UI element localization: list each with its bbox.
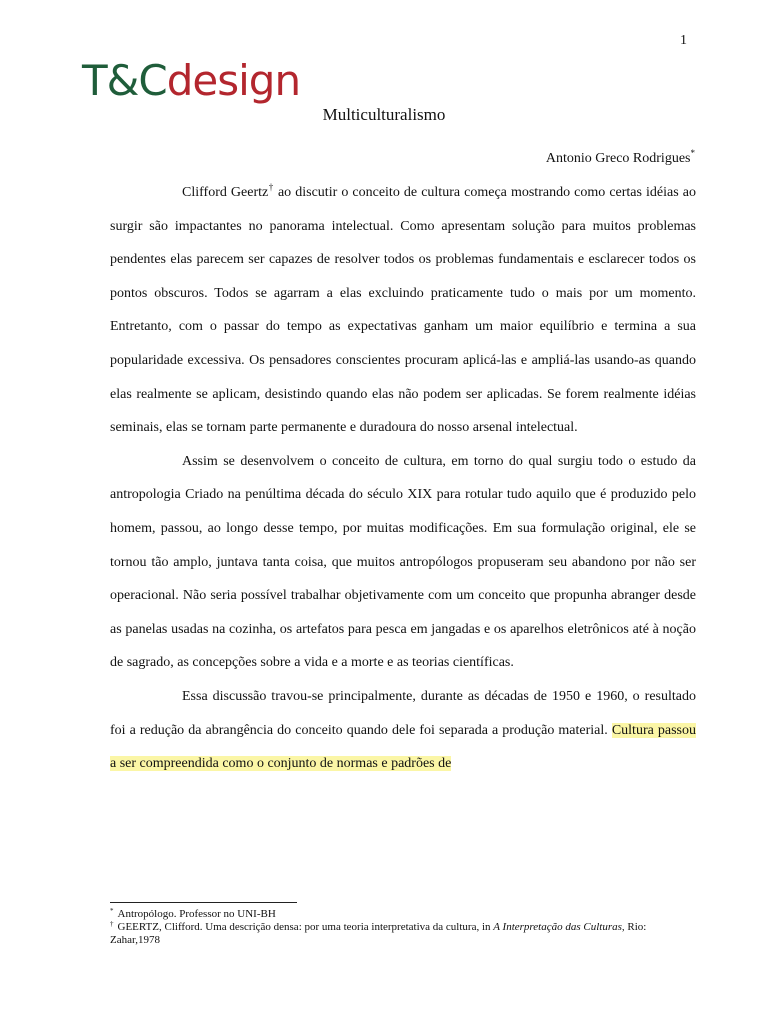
footnote-ref-dagger: †	[268, 182, 274, 192]
footnote-1	[110, 908, 696, 921]
paragraph-3	[110, 680, 696, 781]
author-footnote-mark: *	[690, 148, 695, 158]
author-name: Antonio Greco Rodrigues	[545, 151, 691, 166]
footnote-separator	[110, 902, 297, 903]
highlighted-text: Cultura passou a ser compreendida como o conjunto de normas e padrões de	[110, 722, 696, 772]
footnote-2-book-title: A Interpretação das Culturas,	[493, 921, 625, 933]
tc-design-logo	[82, 56, 301, 105]
footnotes	[110, 908, 696, 947]
paragraph-1	[110, 176, 696, 445]
footnote-2-publisher: Rio: Zahar,1978	[110, 921, 647, 946]
document-title: Multiculturalismo	[322, 105, 446, 124]
body-text	[110, 176, 696, 781]
footnote-1-text: Antropólogo. Professor no UNI-BH	[117, 908, 276, 920]
footnote-2-text: GEERTZ, Clifford. Uma descrição densa: por uma teoria interpretativa da cultura, in	[117, 921, 494, 933]
paragraph-1-start: Clifford Geertz	[182, 185, 269, 200]
footnote-2-mark: †	[110, 920, 114, 928]
footnote-2	[110, 921, 696, 947]
page-number: 1	[680, 33, 687, 48]
footnote-1-mark: *	[110, 907, 114, 915]
paragraph-3-start: Essa discussão travou-se principalmente, durante as décadas de 1950 e 1960, o resultado foi a redução da abrangência do conceito quando dele foi separada a produção material.	[110, 688, 696, 738]
author-line	[546, 148, 695, 167]
paragraph-1-rest: ao discutir o conceito de cultura começa mostrando como certas idéias ao surgir são impactantes no panorama intelectual. Como apresentam solução para muitos problemas pendentes elas parecem ser capazes de resolver todos os problemas fundamentais e esclarecer todos os pontos obscuros. Todos se agarram a elas excluindo praticamente tudo o mais por um momento. Entretanto, com o passar do tempo as expectativas ganham um maior equilíbrio e termina a sua popularidade excessiva. Os pensadores conscientes procuram aplicá-las e ampliá-las usando-as quando elas realmente se aplicam, desistindo quando elas não podem ser aplicadas. Se forem realmente idéias seminais, elas se tornam parte permanente e duradoura do nosso arsenal intelectual.	[110, 185, 696, 436]
logo-design: design	[166, 56, 301, 105]
paragraph-2: Assim se desenvolvem o conceito de cultura, em torno do qual surgiu todo o estudo da antropologia Criado na penúltima década do século XIX para rotular tudo aquilo que é produzido pelo homem, passou, ao longo desse tempo, por muitas modificações. Em sua formulação original, ele se tornou tão amplo, juntava tanta coisa, que muitos antropólogos propuseram seu abandono por não ser operacional. Não seria possível trabalhar objetivamente com um conceito que propunha abranger desde as panelas usadas na cozinha, os artefatos para pesca em jangadas e os aparelhos eletrônicos até à noção de sagrado, as concepções sobre a vida e a morte e as teorias científicas.	[110, 453, 696, 671]
logo-tc: T&C	[82, 56, 167, 105]
